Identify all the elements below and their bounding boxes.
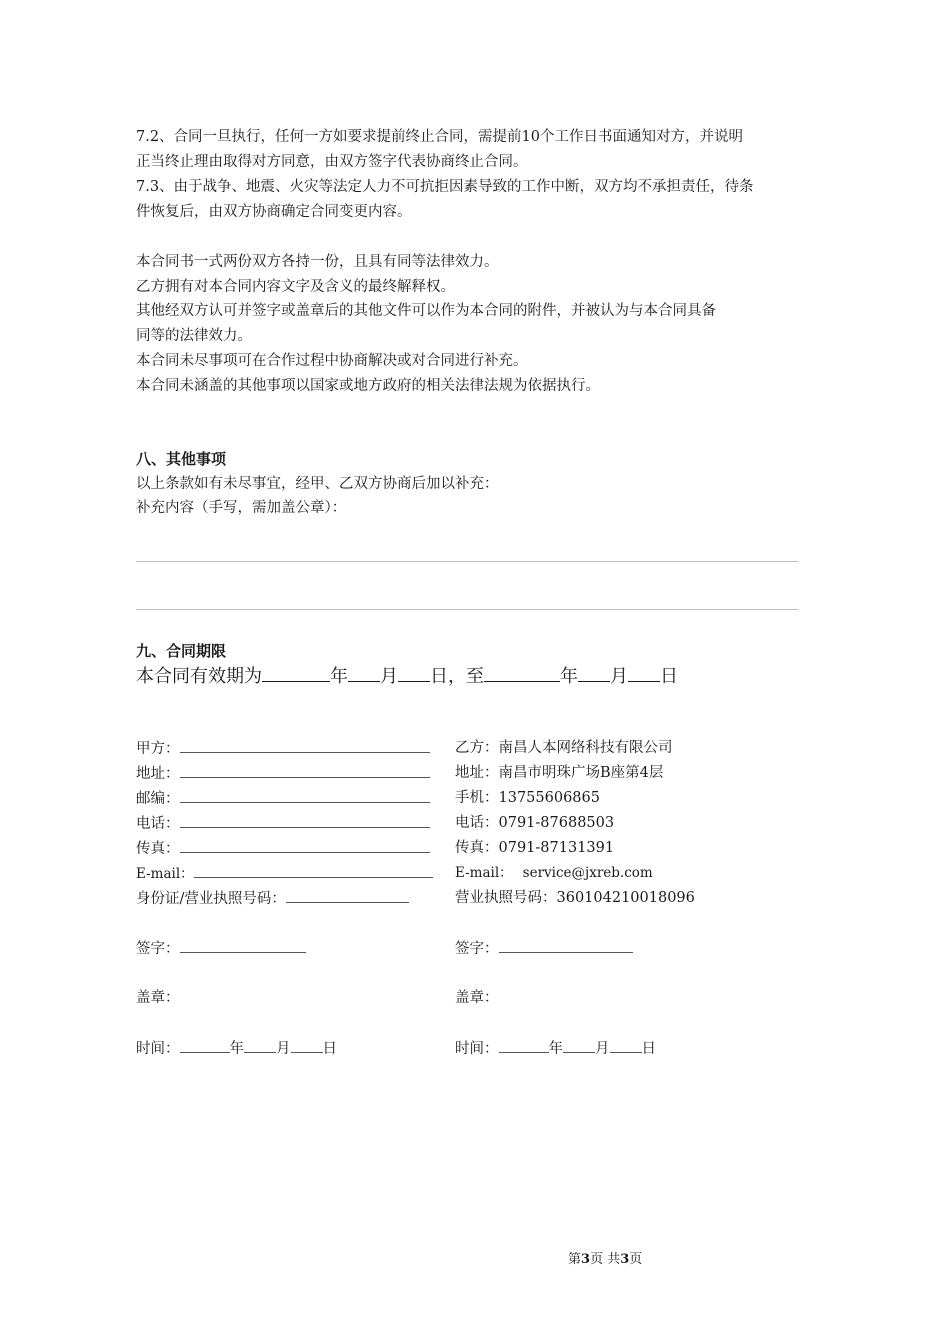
term-month-1: 月 <box>380 666 398 687</box>
party-a-sign-label: 签字： <box>136 941 180 957</box>
party-a-phone-label: 电话： <box>136 816 180 832</box>
general-paragraph-2: 乙方拥有对本合同内容文字及含义的最终解释权。 <box>136 279 455 295</box>
party-a-id-label: 身份证/营业执照号码： <box>136 891 286 907</box>
party-a-month-label: 月 <box>276 1041 291 1057</box>
party-b-address-value: 南昌市明珠广场B座第4层 <box>498 765 664 781</box>
party-a-phone-blank <box>180 813 430 828</box>
party-a-name-blank <box>180 738 430 753</box>
clause-7-3-line-1: 7.3、由于战争、地震、火灾等法定人力不可抗拒因素导致的工作中断，双方均不承担责任，待条 <box>136 179 754 195</box>
party-b-sign-field <box>455 938 633 959</box>
party-a-sign-field <box>136 938 306 959</box>
general-paragraph-1: 本合同书一式两份双方各持一份，且具有同等法律效力。 <box>136 254 499 270</box>
page-number-footer <box>568 1248 642 1267</box>
party-b-mobile-label: 手机： <box>455 790 499 806</box>
party-b-license-field <box>455 888 695 908</box>
party-b-license-value: 360104210018096 <box>556 890 695 906</box>
end-day-blank <box>628 664 660 682</box>
clause-7-2-line-1: 7.2、合同一旦执行，任何一方如要求提前终止合同，需提前10个工作日书面通知对方，并说明 <box>136 129 744 145</box>
party-b-month-blank <box>563 1038 595 1053</box>
party-a-phone-field <box>136 813 430 834</box>
party-a-postcode-blank <box>180 788 430 803</box>
clause-7-2-line-2: 正当终止理由取得对方同意，由双方签字代表协商终止合同。 <box>136 154 528 170</box>
section-8-intro: 以上条款如有未尽事宜，经甲、乙双方协商后加以补充： <box>136 476 499 492</box>
term-day-1: 日，至 <box>430 666 484 687</box>
party-b-day-blank <box>610 1038 642 1053</box>
party-a-email-label: E-mail： <box>136 866 194 882</box>
party-a-address-field <box>136 763 430 784</box>
term-prefix: 本合同有效期为 <box>136 666 262 687</box>
party-b-fax-field <box>455 838 614 858</box>
party-b-time-label: 时间： <box>455 1041 499 1057</box>
section-8-supplement-label: 补充内容（手写，需加盖公章）： <box>136 500 347 516</box>
start-month-blank <box>348 664 380 682</box>
end-month-blank <box>578 664 610 682</box>
total-page-number: 3 <box>620 1252 630 1267</box>
general-paragraph-3-line-2: 同等的法律效力。 <box>136 328 252 344</box>
party-b-sign-label: 签字： <box>455 941 499 957</box>
party-a-year-blank <box>180 1038 230 1053</box>
party-b-day-label: 日 <box>641 1041 656 1057</box>
party-b-name-value: 南昌人本网络科技有限公司 <box>498 740 673 756</box>
party-a-name-label: 甲方： <box>136 741 180 757</box>
general-paragraph-4: 本合同未尽事项可在合作过程中协商解决或对合同进行补充。 <box>136 353 528 369</box>
party-a-name-field <box>136 738 430 759</box>
supplement-writing-line-2 <box>136 609 798 610</box>
party-a-address-blank <box>180 763 430 778</box>
party-b-license-label: 营业执照号码： <box>455 890 557 906</box>
party-b-seal-field <box>455 988 499 1008</box>
party-a-id-field <box>136 888 409 909</box>
party-b-fax-value: 0791-87131391 <box>498 840 615 856</box>
party-a-sign-blank <box>180 938 306 953</box>
party-b-mobile-field <box>455 788 600 808</box>
section-9-heading: 九、合同期限 <box>136 642 227 660</box>
party-b-address-field <box>455 763 663 783</box>
party-b-email-label: E-mail： <box>455 865 513 881</box>
clause-7-3-line-2: 件恢复后，由双方协商确定合同变更内容。 <box>136 204 412 220</box>
general-paragraph-3-line-1: 其他经双方认可并签字或盖章后的其他文件可以作为本合同的附件，并被认为与本合同具备 <box>136 303 716 319</box>
party-a-postcode-label: 邮编： <box>136 791 180 807</box>
section-8-heading: 八、其他事项 <box>136 450 227 468</box>
party-a-address-label: 地址： <box>136 766 180 782</box>
party-b-name-label: 乙方： <box>455 740 499 756</box>
party-b-year-blank <box>499 1038 549 1053</box>
party-b-seal-label: 盖章： <box>455 990 499 1006</box>
party-a-month-blank <box>244 1038 276 1053</box>
footer-middle: 页 共 <box>590 1252 621 1267</box>
party-a-time-label: 时间： <box>136 1041 180 1057</box>
party-b-email-field <box>455 863 653 883</box>
party-b-time-field <box>455 1038 656 1059</box>
current-page-number: 3 <box>581 1252 591 1267</box>
party-b-month-label: 月 <box>595 1041 610 1057</box>
party-b-email-value: service@jxreb.com <box>522 865 653 881</box>
end-year-blank <box>484 664 560 682</box>
general-paragraph-5: 本合同未涵盖的其他事项以国家或地方政府的相关法律法规为依据执行。 <box>136 378 600 394</box>
party-b-mobile-value: 13755606865 <box>498 790 600 806</box>
party-a-seal-field <box>136 988 180 1008</box>
start-day-blank <box>398 664 430 682</box>
party-a-time-field <box>136 1038 337 1059</box>
party-a-fax-field <box>136 838 430 859</box>
term-month-2: 月 <box>610 666 628 687</box>
party-a-day-label: 日 <box>322 1041 337 1057</box>
party-a-day-blank <box>291 1038 323 1053</box>
party-b-phone-label: 电话： <box>455 815 499 831</box>
footer-suffix: 页 <box>629 1252 643 1267</box>
party-b-year-label: 年 <box>548 1041 563 1057</box>
party-a-fax-blank <box>180 838 430 853</box>
party-b-address-label: 地址： <box>455 765 499 781</box>
party-a-fax-label: 传真： <box>136 841 180 857</box>
party-a-id-blank <box>286 888 409 903</box>
party-b-phone-field <box>455 813 614 833</box>
term-year-2: 年 <box>560 666 578 687</box>
party-b-phone-value: 0791-87688503 <box>498 815 615 831</box>
party-a-email-field <box>136 863 433 884</box>
party-a-postcode-field <box>136 788 430 809</box>
contract-term-line <box>136 662 678 688</box>
term-year-1: 年 <box>330 666 348 687</box>
term-day-2: 日 <box>660 666 678 687</box>
party-a-seal-label: 盖章： <box>136 990 180 1006</box>
party-b-fax-label: 传真： <box>455 840 499 856</box>
party-a-year-label: 年 <box>229 1041 244 1057</box>
start-year-blank <box>262 664 330 682</box>
party-b-sign-blank <box>499 938 633 953</box>
supplement-writing-line-1 <box>136 561 798 562</box>
footer-prefix: 第 <box>568 1252 582 1267</box>
party-b-name-field <box>455 738 673 758</box>
party-a-email-blank <box>194 863 433 878</box>
